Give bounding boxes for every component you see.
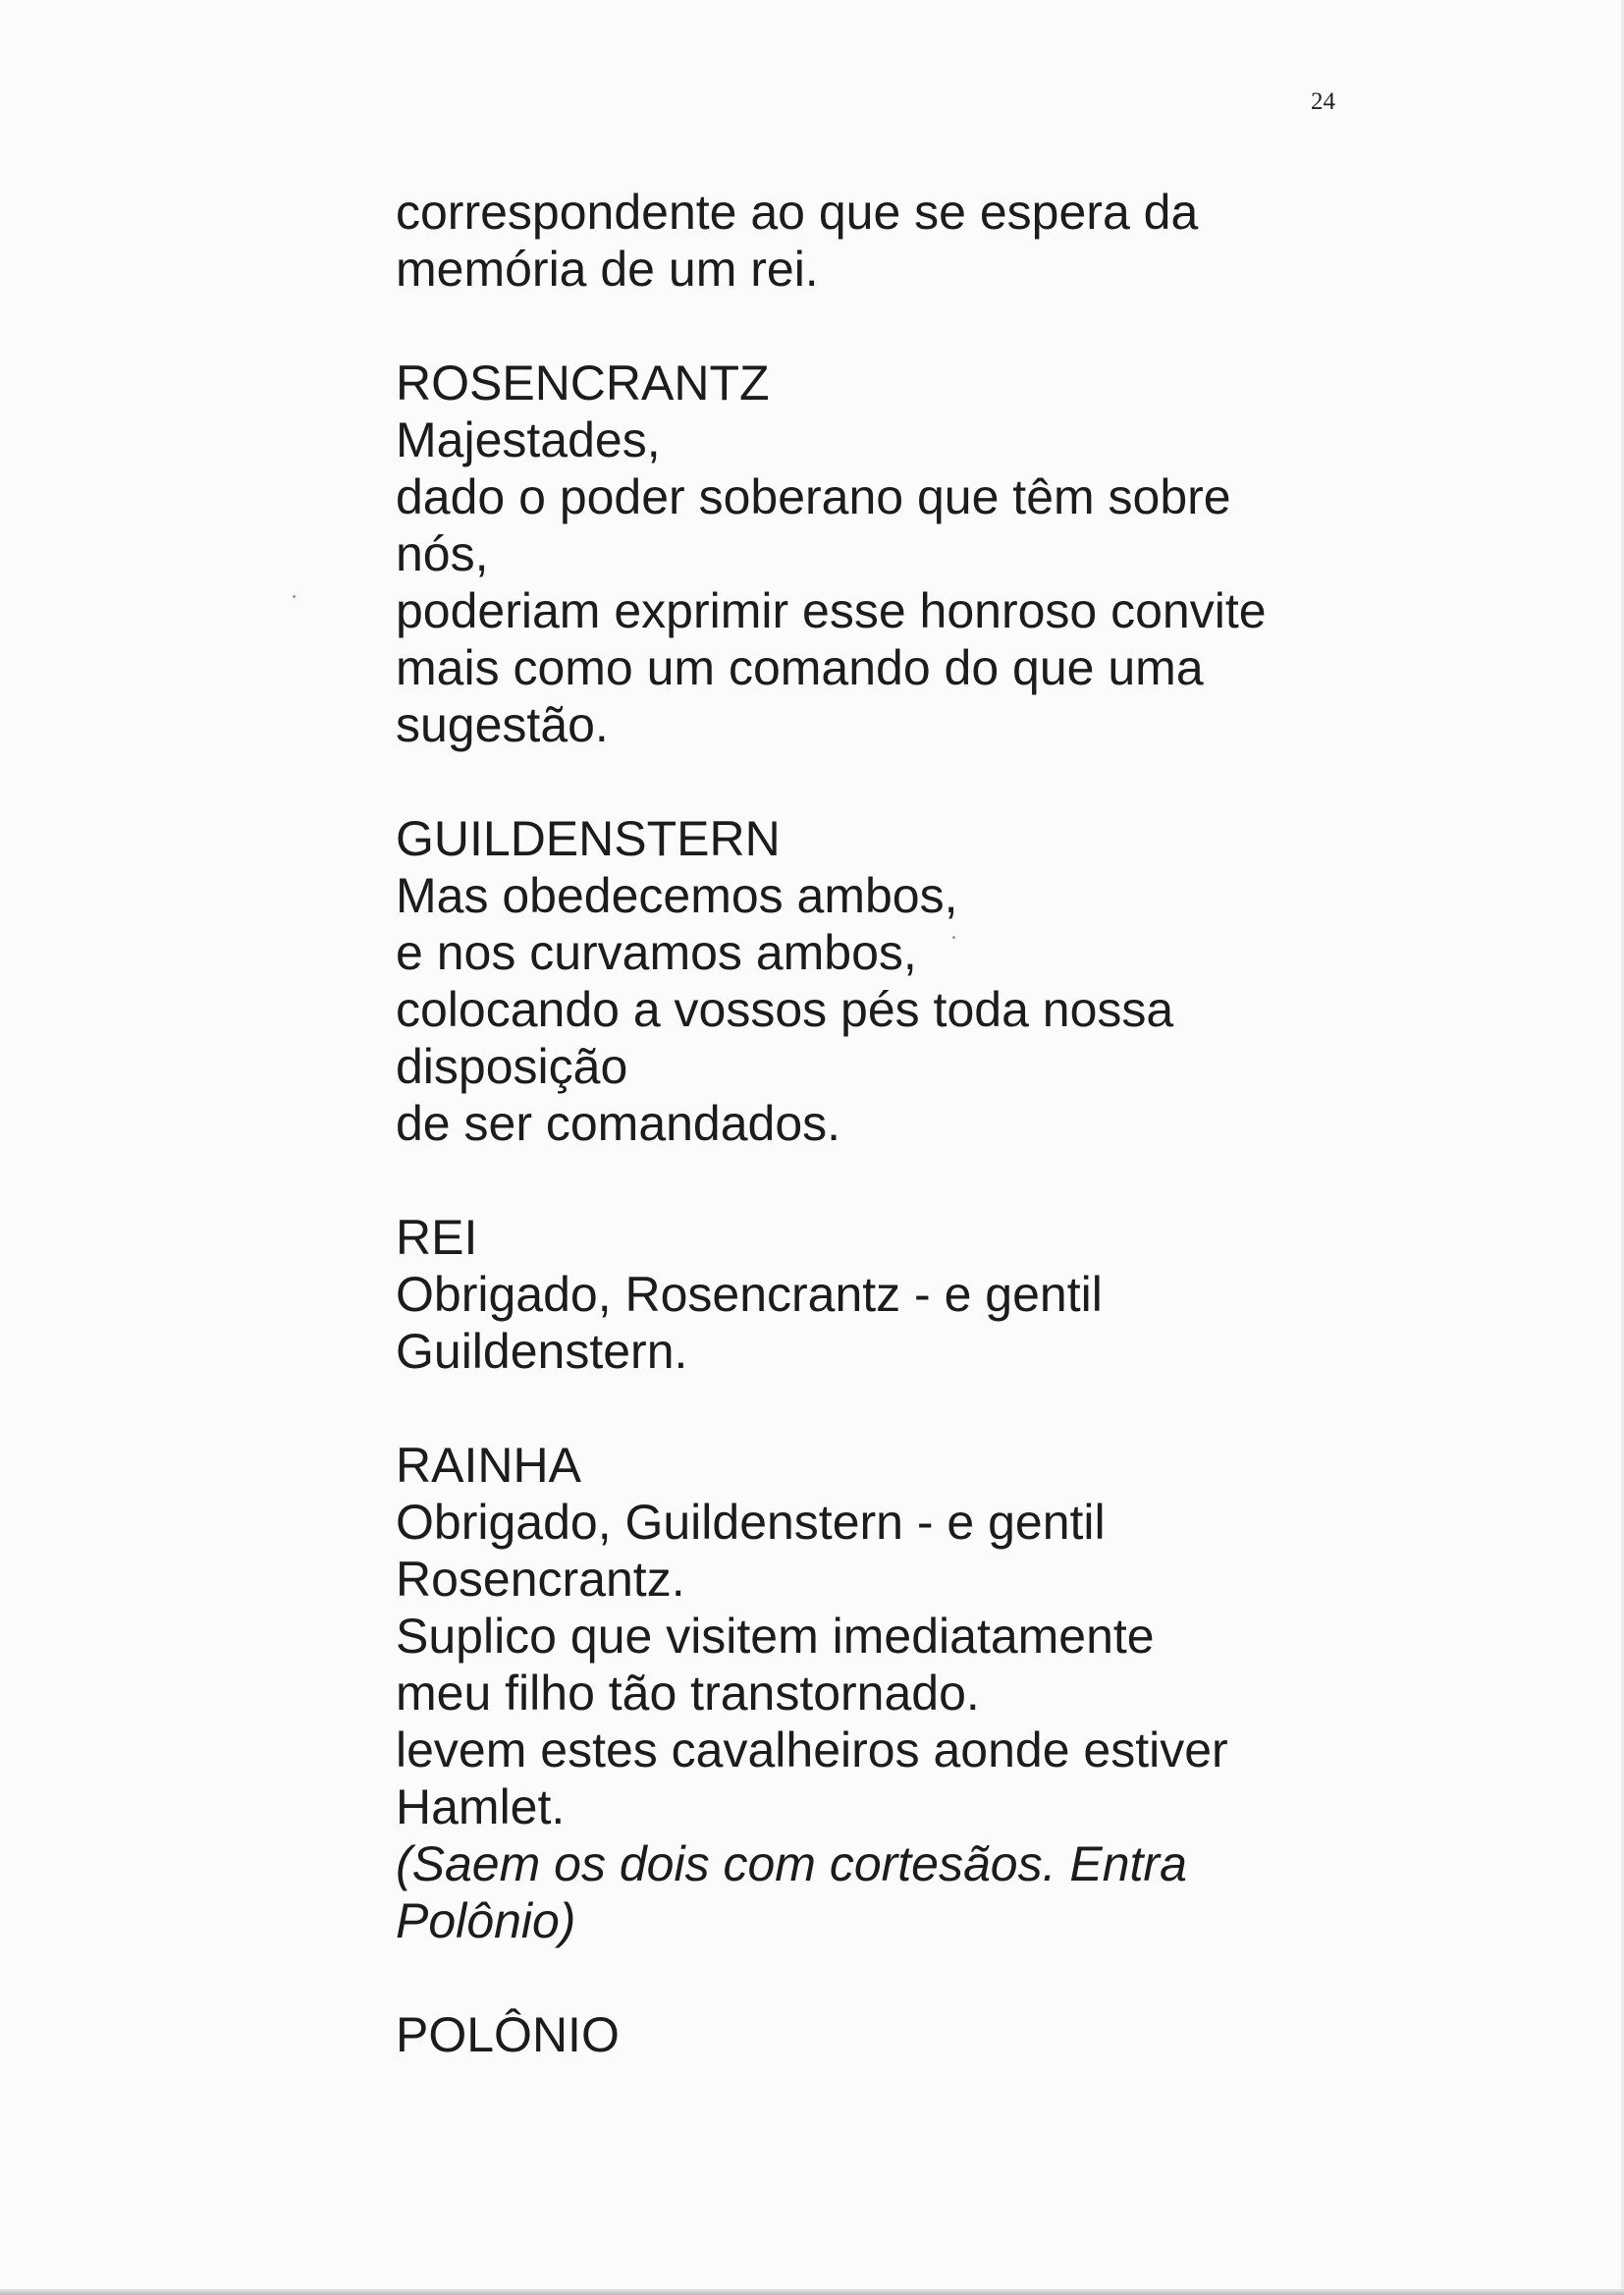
speaker-name: ROSENCRANTZ <box>396 355 770 410</box>
dialogue-line: Guildenstern. <box>396 1324 688 1379</box>
speaker-name: GUILDENSTERN <box>396 811 781 866</box>
dialogue-line: Majestades, <box>396 412 661 467</box>
dialogue-line: colocando a vossos pés toda nossa <box>396 982 1174 1037</box>
script-text <box>396 184 1378 2120</box>
dialogue-block-rei <box>396 1209 1378 1380</box>
dialogue-block-guildenstern <box>396 810 1378 1152</box>
dialogue-line: meu filho tão transtornado. <box>396 1666 980 1721</box>
scan-speck <box>293 595 296 598</box>
dialogue-line: nós, <box>396 526 489 581</box>
dialogue-line: correspondente ao que se espera da <box>396 185 1199 240</box>
dialogue-block-rainha <box>396 1437 1378 1949</box>
scan-edge <box>0 2289 1624 2295</box>
dialogue-line: Obrigado, Rosencrantz - e gentil <box>396 1267 1103 1322</box>
dialogue-line: memória de um rei. <box>396 242 819 297</box>
dialogue-block-continuation <box>396 184 1378 298</box>
dialogue-block-rosencrantz <box>396 355 1378 753</box>
speaker-name: RAINHA <box>396 1438 581 1493</box>
dialogue-line: de ser comandados. <box>396 1096 841 1151</box>
stage-direction: (Saem os dois com cortesãos. Entra <box>396 1836 1187 1891</box>
dialogue-line: e nos curvamos ambos, <box>396 925 917 980</box>
dialogue-line: disposição <box>396 1039 628 1094</box>
page-number: 24 <box>1311 88 1335 115</box>
dialogue-line: levem estes cavalheiros aonde estiver <box>396 1722 1228 1777</box>
dialogue-line: Obrigado, Guildenstern - e gentil <box>396 1495 1106 1550</box>
speaker-name: REI <box>396 1210 478 1265</box>
dialogue-line: mais como um comando do que uma <box>396 640 1204 695</box>
dialogue-line: poderiam exprimir esse honroso convite <box>396 583 1267 638</box>
scan-speck <box>952 936 955 939</box>
dialogue-block-polonio <box>396 2006 1378 2063</box>
dialogue-line: sugestão. <box>396 697 609 752</box>
dialogue-line: Hamlet. <box>396 1779 566 1834</box>
dialogue-line: Rosencrantz. <box>396 1552 685 1607</box>
dialogue-line: Suplico que visitem imediatamente <box>396 1609 1155 1664</box>
dialogue-line: Mas obedecemos ambos, <box>396 868 958 923</box>
stage-direction: Polônio) <box>396 1893 576 1948</box>
dialogue-line: dado o poder soberano que têm sobre <box>396 469 1231 524</box>
speaker-name: POLÔNIO <box>396 2007 620 2062</box>
